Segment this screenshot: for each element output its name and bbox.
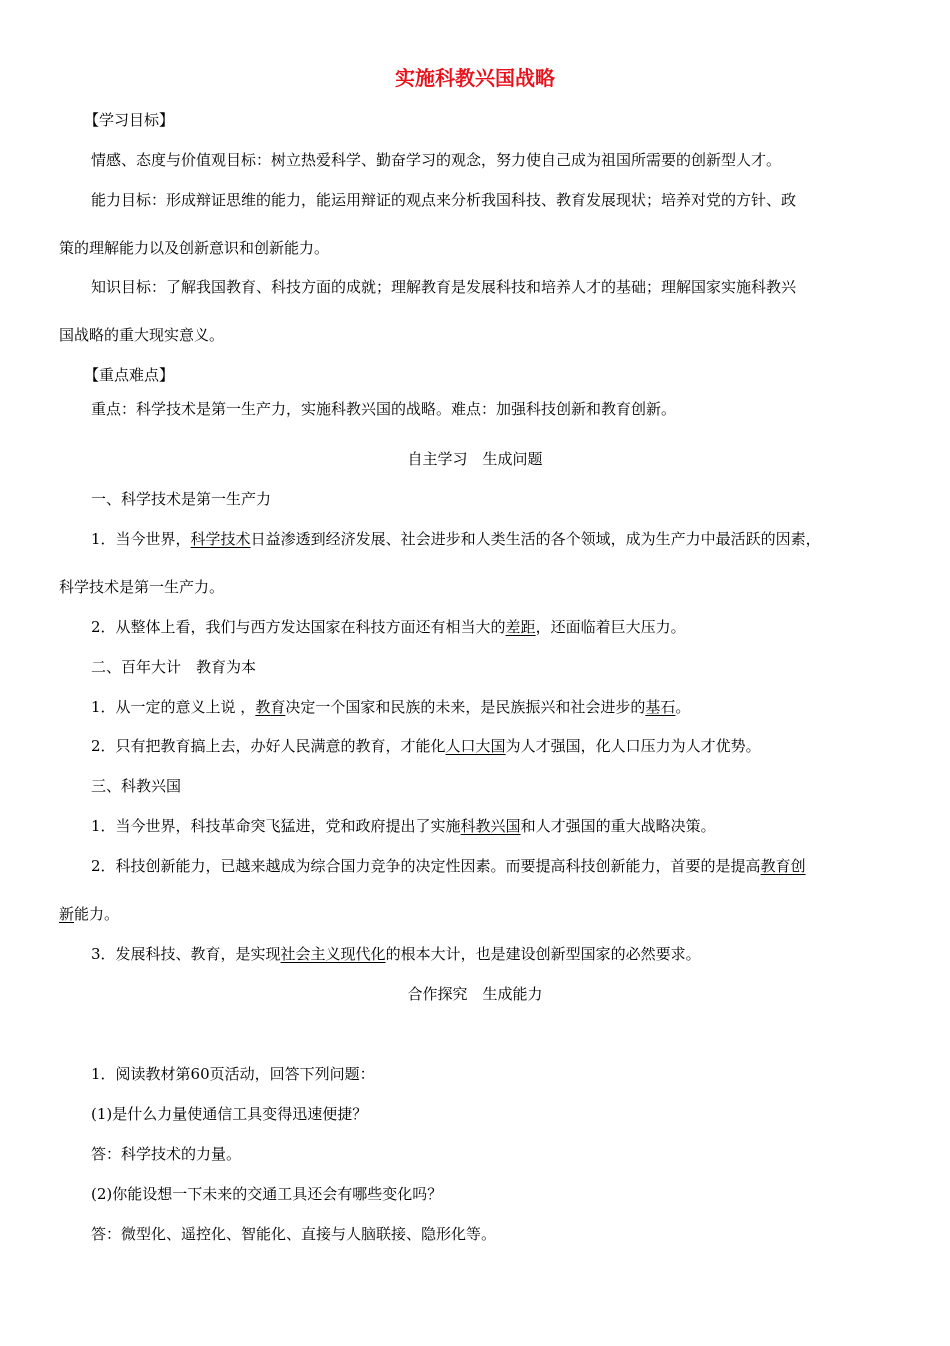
fill-blank-answer: 科教兴国: [460, 817, 521, 835]
objective-knowledge-cont: 国战略的重大现实意义。: [59, 326, 225, 344]
objective-ability: 能力目标：形成辩证思维的能力，能运用辩证的观点来分析我国科技、教育发展现状；培养对党的方针、政: [91, 191, 797, 209]
text: 2．科技创新能力，已越来越成为综合国力竞争的决定性因素。而要提高科技创新能力，首要的是提高: [91, 857, 761, 875]
objective-ability-cont: 策的理解能力以及创新意识和创新能力。: [59, 239, 330, 257]
fill-blank-answer: 教育创: [760, 857, 806, 875]
answer-1-1: 答：科学技术的力量。: [91, 1145, 242, 1163]
objective-knowledge: 知识目标：了解我国教育、科技方面的成就；理解教育是发展科技和培养人才的基础；理解国家实施科教兴: [91, 278, 797, 296]
section-2-item-1: [0, 697, 950, 717]
section-3-item-2-cont: [0, 904, 950, 924]
key-points-header: 【重点难点】: [84, 366, 175, 384]
text: 1．当今世界，: [91, 530, 191, 548]
cooperation-header: 合作探究 生成能力: [407, 985, 543, 1003]
fill-blank-answer: 差距: [505, 618, 536, 636]
section-3-item-2: [0, 856, 950, 876]
section-1-title: 一、科学技术是第一生产力: [91, 490, 272, 508]
section-3-item-3: [0, 944, 950, 964]
text: 2．只有把教育搞上去，办好人民满意的教育，才能化: [91, 737, 446, 755]
fill-blank-answer: 基石: [645, 698, 676, 716]
text: 的根本大计，也是建设创新型国家的必然要求。: [385, 945, 701, 963]
fill-blank-answer: 社会主义现代化: [280, 945, 386, 963]
text: 为人才强国，化人口压力为人才优势。: [505, 737, 761, 755]
section-1-item-1: [0, 529, 950, 549]
section-3-title: 三、科教兴国: [91, 777, 182, 795]
answer-1-2: 答：微型化、遥控化、智能化、直接与人脑联接、隐形化等。: [91, 1225, 497, 1243]
text: 1．当今世界，科技革命突飞猛进，党和政府提出了实施: [91, 817, 461, 835]
text: 能力。: [74, 905, 120, 923]
question-1-1: (1)是什么力量使通信工具变得迅速便捷？: [91, 1105, 368, 1123]
text: 日益渗透到经济发展、社会进步和人类生活的各个领域，成为生产力中最活跃的因素，: [250, 530, 821, 548]
text: 和人才强国的重大战略决策。: [520, 817, 716, 835]
text: ，还面临着巨大压力。: [535, 618, 686, 636]
section-1-item-2: [0, 617, 950, 637]
fill-blank-answer: 科学技术: [190, 530, 251, 548]
section-2-item-2: [0, 736, 950, 756]
question-1: 1．阅读教材第60页活动，回答下列问题：: [91, 1065, 375, 1083]
text: 。: [675, 698, 691, 716]
fill-blank-answer: 新: [59, 905, 75, 923]
text: 3．发展科技、教育，是实现: [91, 945, 281, 963]
question-1-2: (2)你能设想一下未来的交通工具还会有哪些变化吗？: [91, 1185, 443, 1203]
section-3-item-1: [0, 816, 950, 836]
section-1-item-1-cont: 科学技术是第一生产力。: [59, 578, 225, 596]
section-2-title: 二、百年大计 教育为本: [91, 658, 257, 676]
page-title: 实施科教兴国战略: [395, 66, 555, 90]
text: 1．从一定的意义上说 ，: [91, 698, 256, 716]
text: 决定一个国家和民族的未来，是民族振兴和社会进步的: [285, 698, 646, 716]
key-points-text: 重点：科学技术是第一生产力，实施科教兴国的战略。难点：加强科技创新和教育创新。: [91, 400, 677, 418]
self-study-header: 自主学习 生成问题: [407, 450, 543, 468]
objectives-header: 【学习目标】: [84, 111, 175, 129]
fill-blank-answer: 人口大国: [445, 737, 506, 755]
fill-blank-answer: 教育: [255, 698, 286, 716]
text: 2．从整体上看，我们与西方发达国家在科技方面还有相当大的: [91, 618, 506, 636]
objective-emotion: 情感、态度与价值观目标：树立热爱科学、勤奋学习的观念，努力使自己成为祖国所需要的创新型人才。: [91, 151, 782, 169]
